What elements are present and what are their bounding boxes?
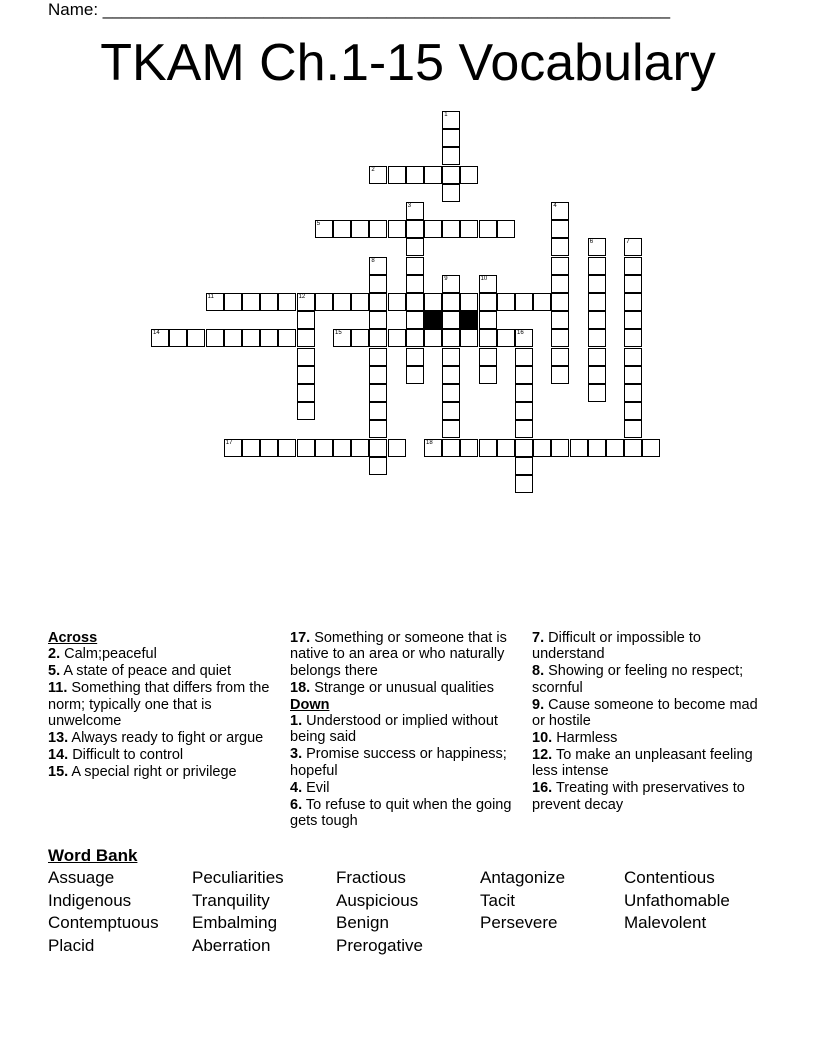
clue-column-2 xyxy=(290,630,518,830)
grid-cell[interactable] xyxy=(551,238,569,256)
grid-cell[interactable] xyxy=(624,329,642,347)
grid-cell[interactable] xyxy=(442,184,460,202)
grid-block-cell xyxy=(424,311,442,329)
grid-cell[interactable] xyxy=(388,293,406,311)
grid-cell[interactable] xyxy=(606,439,624,457)
word-bank-title: Word Bank xyxy=(48,846,138,865)
grid-cell[interactable] xyxy=(588,311,606,329)
clue-text: A state of peace and quiet xyxy=(60,663,232,680)
grid-cell[interactable] xyxy=(369,257,387,275)
grid-cell[interactable] xyxy=(369,384,387,402)
grid-cell[interactable] xyxy=(442,293,460,311)
grid-cell[interactable] xyxy=(442,439,460,457)
word-bank-item: Contentious xyxy=(624,868,715,887)
grid-cell[interactable] xyxy=(624,420,642,438)
grid-cell[interactable] xyxy=(533,439,551,457)
grid-cell[interactable] xyxy=(624,311,642,329)
grid-cell[interactable] xyxy=(624,275,642,293)
grid-cell[interactable] xyxy=(497,329,515,347)
grid-cell[interactable] xyxy=(479,439,497,457)
grid-cell[interactable] xyxy=(624,384,642,402)
clue-item xyxy=(48,730,276,746)
clue-text: Difficult to control xyxy=(68,746,184,763)
grid-cell[interactable] xyxy=(624,366,642,384)
clue-text: Promise success or happiness; hopeful xyxy=(290,746,507,779)
grid-cell[interactable] xyxy=(406,202,424,220)
clue-item xyxy=(48,663,276,679)
grid-cell[interactable] xyxy=(442,111,460,129)
clue-number-label: 5. xyxy=(48,663,61,680)
clue-text: Harmless xyxy=(552,729,618,746)
clue-column-3 xyxy=(532,630,760,813)
grid-cell[interactable] xyxy=(460,293,478,311)
grid-cell[interactable] xyxy=(479,348,497,366)
grid-cell[interactable] xyxy=(442,311,460,329)
clue-number-label: 6. xyxy=(290,796,303,813)
grid-cell[interactable] xyxy=(424,439,442,457)
grid-cell[interactable] xyxy=(570,439,588,457)
grid-cell[interactable] xyxy=(333,439,351,457)
grid-cell[interactable] xyxy=(515,439,533,457)
grid-cell[interactable] xyxy=(369,220,387,238)
grid-cell[interactable] xyxy=(588,293,606,311)
grid-cell[interactable] xyxy=(242,439,260,457)
clue-number: 18 xyxy=(426,439,433,446)
clue-text: Treating with preservatives to prevent decay xyxy=(532,780,745,813)
clue-number: 9 xyxy=(444,275,448,282)
grid-cell[interactable] xyxy=(369,329,387,347)
grid-cell[interactable] xyxy=(588,439,606,457)
word-bank-item: Indigenous xyxy=(48,890,132,910)
grid-cell[interactable] xyxy=(442,402,460,420)
grid-cell[interactable] xyxy=(369,457,387,475)
clue-number-label: 10. xyxy=(532,729,553,746)
grid-cell[interactable] xyxy=(515,420,533,438)
clue-number: 4 xyxy=(553,203,557,209)
page-title: TKAM Ch.1-15 Vocabulary xyxy=(100,34,716,92)
grid-cell[interactable] xyxy=(479,329,497,347)
grid-cell[interactable] xyxy=(479,293,497,311)
grid-cell[interactable] xyxy=(369,439,387,457)
grid-cell[interactable] xyxy=(315,293,333,311)
clue-text: Strange or unusual qualities xyxy=(310,679,494,696)
grid-cell[interactable] xyxy=(206,293,224,311)
clue-number-label: 14. xyxy=(48,746,69,763)
word-bank-item: Auspicious xyxy=(336,890,419,910)
grid-cell[interactable] xyxy=(497,220,515,238)
grid-cell[interactable] xyxy=(442,366,460,384)
grid-cell[interactable] xyxy=(551,348,569,366)
clue-item xyxy=(290,713,518,746)
grid-cell[interactable] xyxy=(369,275,387,293)
grid-cell[interactable] xyxy=(442,129,460,147)
clue-heading: Down xyxy=(290,696,330,713)
grid-cell[interactable] xyxy=(315,439,333,457)
clue-number-label: 7. xyxy=(532,630,545,646)
grid-cell[interactable] xyxy=(624,348,642,366)
clue-text: Calm;peaceful xyxy=(60,646,157,663)
grid-cell[interactable] xyxy=(442,329,460,347)
grid-cell[interactable] xyxy=(406,275,424,293)
grid-cell[interactable] xyxy=(369,311,387,329)
grid-cell[interactable] xyxy=(333,220,351,238)
clue-item xyxy=(48,680,276,729)
grid-cell[interactable] xyxy=(406,238,424,256)
clue-column-1 xyxy=(48,630,276,781)
grid-cell[interactable] xyxy=(351,439,369,457)
word-bank-item: Benign xyxy=(336,913,389,932)
clue-item xyxy=(48,747,276,763)
grid-cell[interactable] xyxy=(624,293,642,311)
clue-text: Showing or feeling no respect; scornful xyxy=(532,663,744,696)
grid-cell[interactable] xyxy=(406,257,424,275)
grid-cell[interactable] xyxy=(369,420,387,438)
clue-number-label: 18. xyxy=(290,679,311,696)
grid-block-cell xyxy=(460,311,478,329)
grid-cell[interactable] xyxy=(297,384,315,402)
grid-cell[interactable] xyxy=(624,439,642,457)
word-bank-item: Prerogative xyxy=(336,935,423,955)
grid-cell[interactable] xyxy=(297,329,315,347)
clue-item xyxy=(532,730,760,746)
clue-item xyxy=(532,663,760,696)
grid-cell[interactable] xyxy=(224,329,242,347)
clue-item xyxy=(532,780,760,813)
grid-cell[interactable] xyxy=(406,220,424,238)
grid-cell[interactable] xyxy=(406,293,424,311)
grid-cell[interactable] xyxy=(460,220,478,238)
grid-cell[interactable] xyxy=(533,293,551,311)
clue-item xyxy=(290,680,518,696)
grid-cell[interactable] xyxy=(369,402,387,420)
grid-cell[interactable] xyxy=(297,439,315,457)
word-bank-item: Contemptuous xyxy=(48,913,159,932)
clue-number-label: 4. xyxy=(290,779,303,796)
grid-cell[interactable] xyxy=(224,293,242,311)
grid-cell[interactable] xyxy=(206,329,224,347)
grid-cell[interactable] xyxy=(424,293,442,311)
grid-cell[interactable] xyxy=(551,257,569,275)
clue-text: Something or someone that is native to an area or who naturally belongs there xyxy=(290,630,507,679)
grid-cell[interactable] xyxy=(551,329,569,347)
clue-item xyxy=(290,797,518,830)
grid-cell[interactable] xyxy=(297,402,315,420)
grid-cell[interactable] xyxy=(588,275,606,293)
clue-number-label: 3. xyxy=(290,746,303,763)
clue-text: A special right or privilege xyxy=(68,763,237,780)
word-bank-item: Assuage xyxy=(48,868,115,887)
grid-cell[interactable] xyxy=(187,329,205,347)
grid-cell[interactable] xyxy=(460,166,478,184)
clue-number-label: 12. xyxy=(532,746,553,763)
grid-cell[interactable] xyxy=(297,311,315,329)
grid-cell[interactable] xyxy=(278,329,296,347)
clue-number: 15 xyxy=(335,330,342,337)
clue-item xyxy=(532,697,760,730)
grid-cell[interactable] xyxy=(460,439,478,457)
grid-cell[interactable] xyxy=(297,348,315,366)
clue-text: Something that differs from the norm; typically one that is unwelcome xyxy=(48,680,270,730)
grid-cell[interactable] xyxy=(497,293,515,311)
grid-cell[interactable] xyxy=(424,220,442,238)
clue-item xyxy=(48,764,276,780)
grid-cell[interactable] xyxy=(406,329,424,347)
clue-number-label: 8. xyxy=(532,663,545,680)
grid-cell[interactable] xyxy=(479,275,497,293)
clue-heading: Across xyxy=(48,630,98,646)
grid-cell[interactable] xyxy=(515,402,533,420)
grid-cell[interactable] xyxy=(260,293,278,311)
grid-cell[interactable] xyxy=(278,293,296,311)
word-bank-item: Antagonize xyxy=(480,868,566,887)
word-bank-item: Embalming xyxy=(192,913,278,932)
grid-cell[interactable] xyxy=(278,439,296,457)
grid-cell[interactable] xyxy=(588,348,606,366)
grid-cell[interactable] xyxy=(224,439,242,457)
clue-item xyxy=(290,780,518,796)
word-bank-item: Peculiarities xyxy=(192,868,284,887)
grid-cell[interactable] xyxy=(551,220,569,238)
grid-cell[interactable] xyxy=(588,329,606,347)
word-bank-item: Tacit xyxy=(480,890,515,910)
grid-cell[interactable] xyxy=(479,366,497,384)
grid-cell[interactable] xyxy=(515,293,533,311)
grid-cell[interactable] xyxy=(588,257,606,275)
grid-cell[interactable] xyxy=(642,439,660,457)
grid-cell[interactable] xyxy=(442,147,460,165)
clue-number-label: 15. xyxy=(48,763,69,780)
name-line[interactable]: Name: ____________________________________________________________ xyxy=(48,0,671,19)
grid-cell[interactable] xyxy=(388,439,406,457)
word-bank-item: Aberration xyxy=(192,935,271,955)
clue-item xyxy=(532,747,760,780)
grid-cell[interactable] xyxy=(588,384,606,402)
grid-cell[interactable] xyxy=(497,439,515,457)
grid-cell[interactable] xyxy=(333,293,351,311)
grid-cell[interactable] xyxy=(442,348,460,366)
clue-number-label: 13. xyxy=(48,729,69,746)
grid-cell[interactable] xyxy=(442,384,460,402)
clue-text: To make an unpleasant feeling less intense xyxy=(532,746,753,780)
grid-cell[interactable] xyxy=(588,366,606,384)
grid-cell[interactable] xyxy=(151,329,169,347)
clue-number-label: 16. xyxy=(532,780,553,797)
grid-cell[interactable] xyxy=(442,275,460,293)
grid-cell[interactable] xyxy=(624,238,642,256)
word-bank-item: Malevolent xyxy=(624,913,707,932)
word-bank-item: Persevere xyxy=(480,913,558,932)
grid-cell[interactable] xyxy=(351,220,369,238)
grid-cell[interactable] xyxy=(406,311,424,329)
grid-cell[interactable] xyxy=(242,293,260,311)
grid-cell[interactable] xyxy=(515,366,533,384)
grid-cell[interactable] xyxy=(479,311,497,329)
clue-text: Always ready to fight or argue xyxy=(68,729,264,746)
clue-text: Cause someone to become mad or hostile xyxy=(532,696,758,730)
grid-cell[interactable] xyxy=(479,220,497,238)
grid-cell[interactable] xyxy=(369,166,387,184)
clue-number-label: 17. xyxy=(290,630,311,646)
grid-cell[interactable] xyxy=(551,439,569,457)
clue-number: 8 xyxy=(371,257,375,264)
clue-number-label: 9. xyxy=(532,696,545,713)
grid-cell[interactable] xyxy=(406,366,424,384)
grid-cell[interactable] xyxy=(406,348,424,366)
clue-number: 10 xyxy=(480,275,488,282)
clue-item xyxy=(532,630,760,663)
grid-cell[interactable] xyxy=(551,311,569,329)
clue-text: Difficult or impossible to understand xyxy=(532,630,701,663)
grid-cell[interactable] xyxy=(333,329,351,347)
grid-cell[interactable] xyxy=(388,166,406,184)
clue-number: 2 xyxy=(371,166,375,173)
grid-cell[interactable] xyxy=(588,238,606,256)
grid-cell[interactable] xyxy=(551,293,569,311)
clue-item xyxy=(290,630,518,679)
grid-cell[interactable] xyxy=(551,202,569,220)
grid-cell[interactable] xyxy=(551,366,569,384)
grid-cell[interactable] xyxy=(315,220,333,238)
grid-cell[interactable] xyxy=(624,257,642,275)
grid-cell[interactable] xyxy=(260,439,278,457)
grid-cell[interactable] xyxy=(351,293,369,311)
grid-cell[interactable] xyxy=(515,384,533,402)
grid-cell[interactable] xyxy=(406,166,424,184)
grid-cell[interactable] xyxy=(388,329,406,347)
clue-text: Evil xyxy=(302,779,330,796)
word-bank-item: Tranquility xyxy=(192,890,270,910)
clue-number-label: 11. xyxy=(48,680,68,697)
grid-cell[interactable] xyxy=(369,348,387,366)
clue-number: 11 xyxy=(207,294,214,300)
clue-item xyxy=(48,646,276,662)
grid-cell[interactable] xyxy=(388,220,406,238)
clue-number: 7 xyxy=(626,239,630,246)
grid-cell[interactable] xyxy=(442,420,460,438)
grid-cell[interactable] xyxy=(551,275,569,293)
grid-cell[interactable] xyxy=(369,293,387,311)
word-bank-item: Unfathomable xyxy=(624,890,730,910)
grid-cell[interactable] xyxy=(369,366,387,384)
clue-number: 3 xyxy=(407,203,412,209)
clue-number: 6 xyxy=(589,239,594,246)
clue-number: 17 xyxy=(225,439,233,446)
clue-number: 5 xyxy=(316,221,321,228)
grid-cell[interactable] xyxy=(424,329,442,347)
clue-number: 14 xyxy=(153,330,160,337)
clue-item xyxy=(290,746,518,779)
grid-cell[interactable] xyxy=(297,293,315,311)
grid-cell[interactable] xyxy=(515,329,533,347)
grid-cell[interactable] xyxy=(515,475,533,493)
grid-cell[interactable] xyxy=(515,457,533,475)
grid-cell[interactable] xyxy=(260,329,278,347)
clue-number: 1 xyxy=(444,112,448,118)
word-bank-item: Fractious xyxy=(336,868,406,887)
grid-cell[interactable] xyxy=(169,329,187,347)
grid-cell[interactable] xyxy=(442,166,460,184)
grid-cell[interactable] xyxy=(297,366,315,384)
clue-text: Understood or implied without being said xyxy=(290,713,498,746)
clue-number-label: 1. xyxy=(290,713,303,730)
clue-number-label: 2. xyxy=(48,646,61,663)
clue-text: To refuse to quit when the going gets tough xyxy=(290,796,512,829)
grid-cell[interactable] xyxy=(624,402,642,420)
clue-number: 16 xyxy=(517,330,524,337)
grid-cell[interactable] xyxy=(242,329,260,347)
grid-cell[interactable] xyxy=(351,329,369,347)
clue-number: 12 xyxy=(298,294,306,300)
grid-cell[interactable] xyxy=(424,166,442,184)
grid-cell[interactable] xyxy=(442,220,460,238)
word-bank-item: Placid xyxy=(48,935,95,955)
grid-cell[interactable] xyxy=(460,329,478,347)
grid-cell[interactable] xyxy=(515,348,533,366)
